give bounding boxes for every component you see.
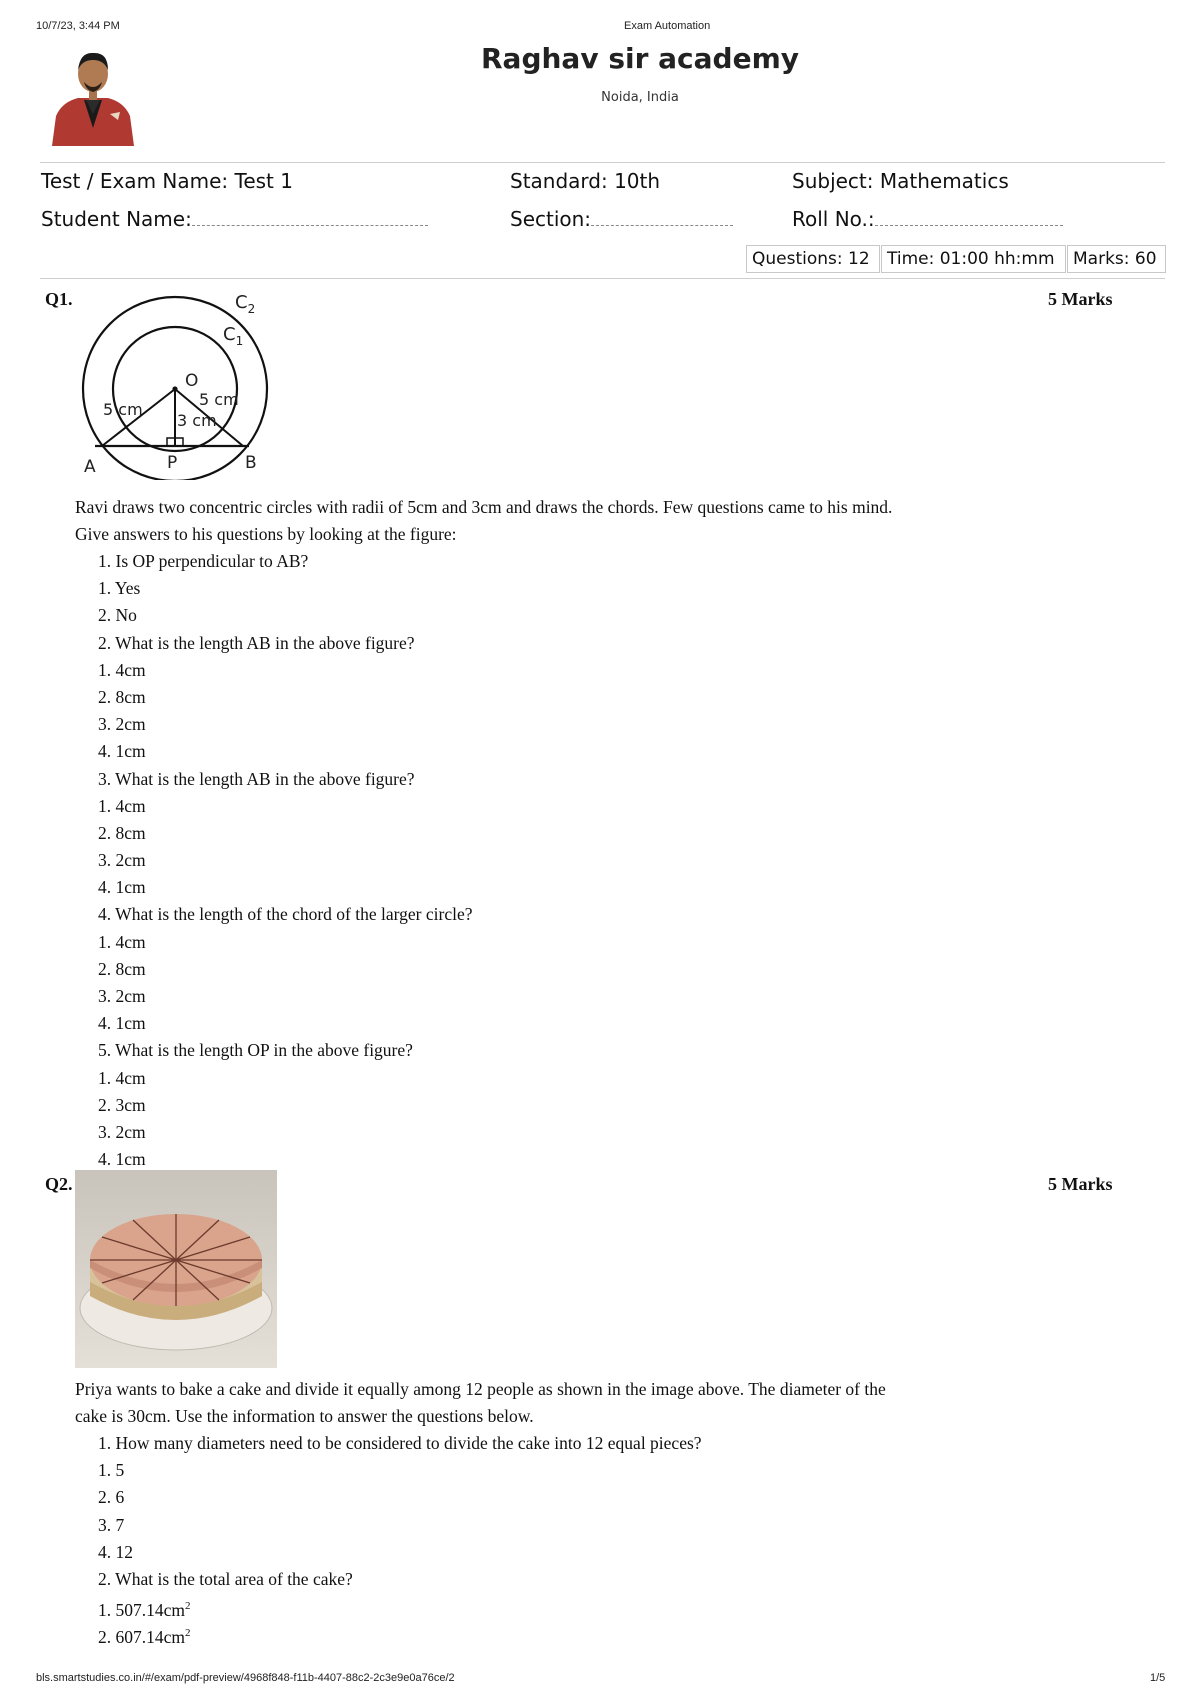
list-item: 4. What is the length of the chord of the larger circle? [98, 904, 473, 925]
question-marks: 5 Marks [1048, 1174, 1113, 1194]
student-name-row [41, 207, 428, 231]
list-item: 3. 2cm [98, 714, 146, 735]
label-o: O [185, 371, 199, 391]
academy-location: Noida, India [601, 90, 679, 105]
list-item: 1. Yes [98, 578, 141, 599]
list-item: 2. What is the length AB in the above figure? [98, 632, 415, 653]
svg-text:C2 [235, 292, 255, 316]
list-item: 1. 5 [98, 1460, 125, 1481]
question-list [98, 548, 473, 1173]
question-list [98, 1430, 702, 1648]
list-item: 1. How many diameters need to be considered to divide the cake into 12 equal pieces? [98, 1433, 702, 1453]
section-row [510, 207, 733, 231]
list-item: 3. What is the length AB in the above figure? [98, 768, 415, 789]
list-item: 2. What is the total area of the cake? [98, 1568, 353, 1589]
question-number: Q2. [45, 1174, 73, 1194]
concentric-circles-figure [75, 288, 275, 480]
list-item: 3. 2cm [98, 986, 146, 1006]
list-item: 3. 2cm [98, 850, 146, 871]
page-url: bls.smartstudies.co.in/#/exam/pdf-preview/4968f848-f11b-4407-88c2-2c3e9e0a76ce/2 [36, 1672, 455, 1684]
question-text: Ravi draws two concentric circles with radii of 5cm and 3cm and draws the chords. Few questions came to his mind. Give answers to his questions by looking at the figure: [75, 497, 893, 544]
total-marks: Marks: 60 [1067, 245, 1166, 273]
label-5cm-left: 5 cm [103, 400, 143, 419]
list-item: 4. 1cm [98, 877, 146, 898]
list-item: 4. 12 [98, 1541, 133, 1562]
print-datetime: 10/7/23, 3:44 PM [36, 20, 120, 32]
print-page-title: Exam Automation [624, 20, 711, 32]
list-item: 3. 2cm [98, 1121, 146, 1142]
list-item: 1. 4cm [98, 795, 146, 816]
student-name-blank [192, 224, 428, 226]
list-item: 2. 6 [98, 1487, 125, 1508]
list-item: 1. 4cm [98, 1067, 146, 1088]
question-text: Priya wants to bake a cake and divide it equally among 12 people as shown in the image above. The diameter of the cake is 30cm. Use the information to answer the questions below. [75, 1379, 886, 1426]
label-c1-sub: 1 [235, 334, 244, 348]
list-item: 2. 8cm [98, 958, 146, 979]
section-label: Section: [510, 207, 592, 231]
student-name-label: Student Name: [41, 207, 192, 231]
list-item: 1. $507.14cm^2$ [98, 1599, 191, 1620]
test-name: Test / Exam Name: Test 1 [41, 169, 293, 193]
list-item: 3. 7 [98, 1514, 125, 1535]
list-item: 2. No [98, 605, 137, 626]
section-blank [591, 224, 733, 226]
subject: Subject: Mathematics [792, 169, 1009, 193]
roll-label: Roll No.: [792, 207, 875, 231]
label-b: B [245, 453, 257, 473]
roll-row [792, 207, 1063, 231]
list-item: 2. 8cm [98, 822, 146, 843]
label-3cm: 3 cm [177, 411, 217, 430]
academy-name: Raghav sir academy [481, 42, 799, 75]
roll-blank [875, 224, 1063, 226]
label-p: P [167, 453, 178, 473]
question-number: Q1. [45, 289, 73, 309]
center-point [172, 386, 177, 391]
list-item: 1. Is OP perpendicular to AB? [98, 551, 309, 571]
list-item: 5. What is the length OP in the above figure? [98, 1040, 413, 1061]
list-item: 4. 1cm [98, 741, 146, 762]
questions-count: Questions: 12 [746, 245, 880, 273]
list-item: 2. 3cm [98, 1094, 146, 1115]
question-marks: 5 Marks [1048, 289, 1113, 309]
list-item: 4. 1cm [98, 1149, 146, 1170]
cake-photo [75, 1170, 277, 1368]
time-limit: Time: 01:00 hh:mm [881, 245, 1066, 273]
label-c2: C [235, 292, 248, 313]
page-number: 1/5 [1150, 1672, 1166, 1684]
header-divider [40, 162, 1165, 163]
standard: Standard: 10th [510, 169, 661, 193]
label-c2-sub: 2 [247, 302, 256, 316]
label-c1: C [223, 324, 236, 345]
right-angle-mark [167, 438, 175, 446]
svg-text:C1 [223, 324, 243, 348]
list-item: 1. 4cm [98, 931, 146, 952]
label-a: A [84, 457, 96, 477]
label-5cm-right: 5 cm [199, 390, 239, 409]
list-item: 2. 8cm [98, 686, 146, 707]
info-divider [40, 278, 1165, 279]
list-item: 2. $607.14cm^2$ [98, 1627, 191, 1648]
list-item: 1. 4cm [98, 659, 146, 680]
list-item: 4. 1cm [98, 1013, 146, 1034]
